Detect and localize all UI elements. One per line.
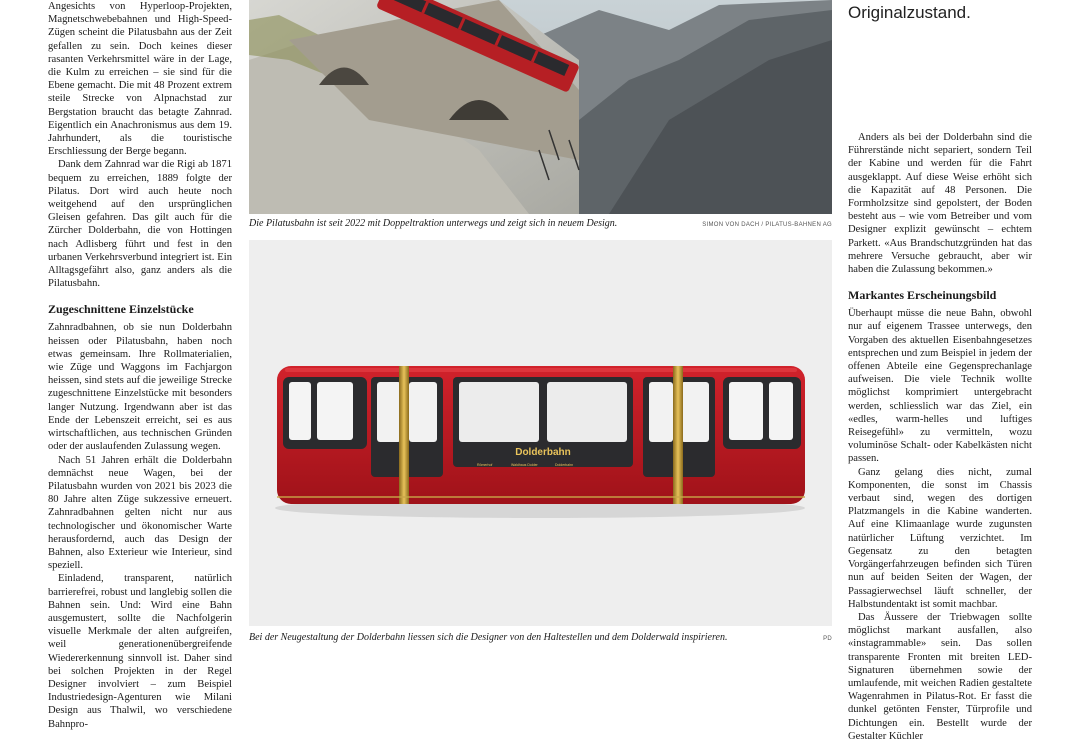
right-spacer xyxy=(848,23,1032,131)
right-column xyxy=(848,0,1032,743)
left-column xyxy=(48,0,232,731)
pilatus-railway-photo xyxy=(249,0,832,214)
right-paragraph-2: Überhaupt müsse die neue Bahn, obwohl nur auf eigenem Trassee unterwegs, den Vorgaben des aktuellen Eisenbahngesetzes entsprechen und zum Beispiel in jedem der offenen Abteile eine Gegensprechanlage aufweisen. Die viele Technik wollte möglichst komprimiert untergebracht werden, schliesslich war das Ziel, ein «edles, warm-helles und luftiges Reisegefühl» zu vermitteln, wozu voluminöse Schalt- oder Kabelkästen nicht passen. xyxy=(848,308,1032,465)
left-subheading: Zugeschnittene Einzelstücke xyxy=(48,302,194,317)
dolderbahn-tram-illustration xyxy=(249,240,832,626)
middle-column xyxy=(249,0,832,675)
top-photo-caption: Die Pilatusbahn ist seit 2022 mit Doppeltraktion unterwegs und zeigt sich in neuem Design. xyxy=(249,218,618,229)
left-paragraph-4: Nach 51 Jahren erhält die Dolderbahn demnächst neue Wagen, bei der Pilatusbahn wurden von 2021 bis 2023 die 80 Jahre alten Züge sukzessive erneuert. Zahnradbahnen gelten nicht nur aus technologischer und ökonomischer Warte herausfordernd, auch das Design der Bahnen, also Exterieur wie Interieur, sind speziell. xyxy=(48,454,232,572)
top-photo-credit: SIMON VON DACH / PILATUS-BAHNEN AG xyxy=(702,222,832,228)
left-paragraph-3: Zahnradbahnen, ob sie nun Dolderbahn heissen oder Pilatusbahn, haben noch etwas gemeinsam. Ihre Rollmaterialien, wie Züge und Waggons im Fachjargon heissen, sind stets auf die jeweilige Strecke zugeschnittene Einzelstücke mit besonders langer Nutzung. Irgendwann aber ist das Ende der Lebenszeit erreicht, sei es aus wirtschaftlichen, aus technischen Gründen oder der auslaufenden Zulassung wegen. xyxy=(48,322,232,453)
tram-station-1: Römerhof xyxy=(477,463,493,467)
right-paragraph-1: Anders als bei der Dolderbahn sind die Führerstände nicht separiert, sondern Teil der Kabine und werden für die Fahrt ausgeklappt. Auf diese Weise erhöht sich die Kapazität auf 48 Personen. Die Formholzsitze sind gepolstert, der Boden besteht aus – wie vom Betreiber und vom Designer explizit gewünscht – echtem Parkett. «Aus Brandschutzgründen hat das mehrere Versuche gebraucht, aber wir haben die Zulassung bekommen.» xyxy=(848,132,1032,276)
right-paragraph-4: Das Äussere der Triebwagen sollte möglichst markant ausfallen, also «instagrammable» sein. Das sollen transparente Fronten mit breiten LED-Signaturen übernehmen sowie der umlaufende, mit weichen Radien gestaltete Wagenrahmen in Pilatus-Rot. Er fasst die dunkel getönten Fenster, Türprofile und Dichtungen ein. Bestellt wurde der Gestalter Küchler xyxy=(848,611,1032,742)
bottom-caption-row xyxy=(249,632,832,644)
top-caption-row xyxy=(249,218,832,230)
left-paragraph-1: Angesichts von Hyperloop-Projekten, Magnetschwebebahnen und High-Speed-Zügen scheint die Pilatusbahn aus der Zeit gefallen zu sein. Doch keines dieser rasanten Verkehrsmittel wäre in der Lage, die Kulm zu erreichen – sie sind für die Ebene gemacht. Die mit 48 Prozent extrem steile Strecke von Alpnachstad zur Bergstation braucht das betagte Zahnrad. Eigentlich ein Anachronismus aus dem 19. Jahrhundert, als die touristische Erschliessung der Berge begann. xyxy=(48,1,232,158)
right-paragraph-3: Ganz gelang dies nicht, zumal Komponenten, die sonst im Chassis verbaut sind, wegen des dortigen Platzmangels in die Kabine wanderten. Auf eine Klimaanlage wurde zugunsten natürlicher Lüftung verzichtet. Im Gegensatz zu den betagten Vorgängerfahrzeugen befinden sich Türen nun auf beiden Seiten der Wagen, der Passagierwechsel läuft schneller, der Halbstundentakt ist somit machbar. xyxy=(848,466,1032,610)
left-paragraph-2: Dank dem Zahnrad war die Rigi ab 1871 bequem zu erreichen, 1889 folgte der Pilatus. Dort wird auch heute noch weitgehend auf den ursprünglichen Gleisen gefahren. Das gilt auch für die Zürcher Dolderbahn, die von Hottingen nach Adlisberg führt und fest in den urbanen Verkehrsverbund integriert ist. Ein Alltagsgefährt also, ganz anders als die Pilatusbahn. xyxy=(48,159,232,290)
tram-brand-label: Dolderbahn xyxy=(515,447,571,458)
tram-station-2: Waldhaus Dolder xyxy=(511,463,538,467)
dolderbahn-render-photo xyxy=(249,240,832,626)
tram-station-3: Dolderbahn xyxy=(555,463,574,467)
bottom-photo-credit: PD xyxy=(823,636,832,642)
bottom-photo-caption: Bei der Neugestaltung der Dolderbahn liessen sich die Designer von den Haltestellen und dem Dolderwald inspirieren. xyxy=(249,632,728,643)
right-subheading: Markantes Erscheinungsbild xyxy=(848,288,997,303)
right-pull-title: Originalzustand. xyxy=(848,3,971,22)
left-paragraph-5: Einladend, transparent, natürlich barrierefrei, robust und langlebig sollen die Bahnen sein. Und: Wird eine Bahn ausgemustert, sollte die Nachfolgerin visuelle Merkmale der alten aufgreifen, weil generationenübergreifende Wiedererkennung sinnvoll ist. Daher sind bei solchen Projekten in der Regel Designer involviert – zum Beispiel Industriedesign-Agenturen wie Milani Design aus Thalwil, wo verschiedene Bahnpro- xyxy=(48,573,232,730)
pilatus-railway-illustration xyxy=(249,0,832,214)
